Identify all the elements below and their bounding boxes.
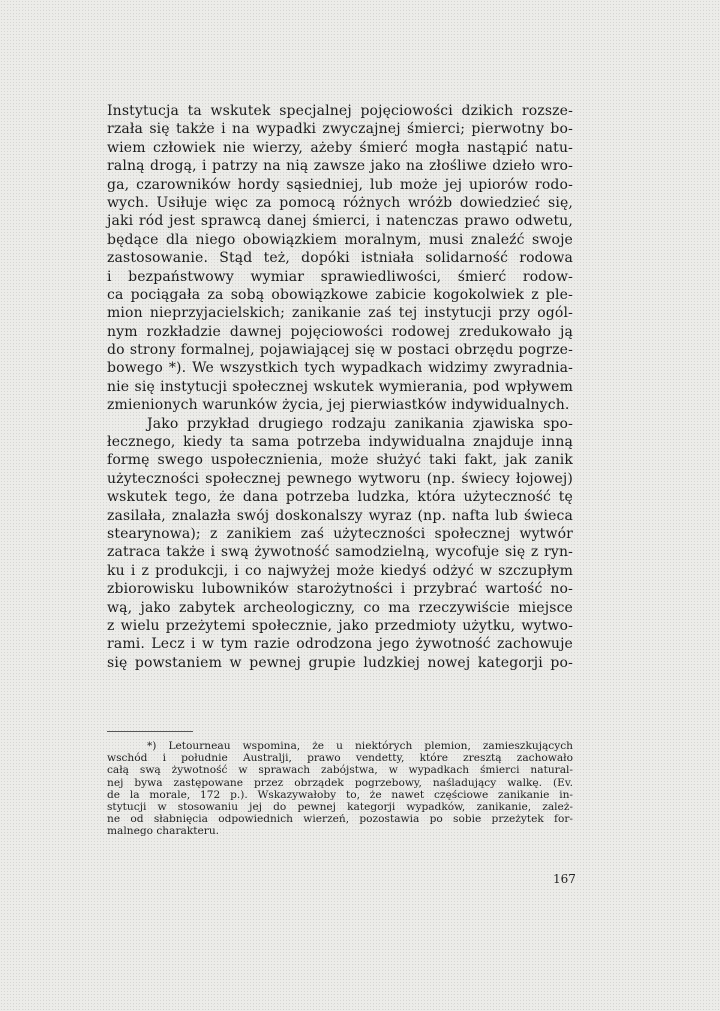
footnote-line: całą swą żywotność w sprawach zabójstwa, w wypadkach śmierci natural- <box>107 764 573 777</box>
text-line: rzała się także i na wypadki zwyczajnej śmierci; pierwotny bo- <box>107 121 573 138</box>
text-line: jaki ród jest sprawcą danej śmierci, i natenczas prawo odwetu, <box>107 213 573 230</box>
text-line: zatraca także i swą żywotność samodzielną, wycofuje się z ryn- <box>107 544 573 561</box>
text-line: użyteczności społecznej pewnego wytworu (np. świecy łojowej) <box>107 470 573 487</box>
text-line: wą, jako zabytek archeologiczny, co ma rzeczywiście miejsce <box>107 599 573 616</box>
footnote-line: de la morale, 172 p.). Wskazywałoby to, że nawet częściowe zanikanie in- <box>107 788 573 801</box>
text-line: ca pociągała za sobą obowiązkowe zabicie kogokolwiek z ple- <box>107 286 573 303</box>
text-line: Jako przykład drugiego rodzaju zanikania zjawiska spo- <box>147 415 573 432</box>
text-line: do strony formalnej, pojawiającej się w postaci obrzędu pogrze- <box>107 342 573 359</box>
footnote-line: stytucji w stosowaniu jej do pewnej kategorji wypadków, zanikanie, zależ- <box>107 800 573 813</box>
text-line: rami. Lecz i w tym razie odrodzona jego żywotność zachowuje <box>107 636 573 653</box>
text-line: bowego *). We wszystkich tych wypadkach widzimy zwyradnia- <box>107 360 573 377</box>
main-text <box>107 102 573 672</box>
text-line: z wielu przeżytemi społecznie, jako przedmioty użytku, wytwo- <box>107 617 573 634</box>
footnote <box>107 740 573 838</box>
text-line: nie się instytucji społecznej wskutek wymierania, pod wpływem <box>107 378 573 395</box>
footnote-line: nej bywa zastępowane przez obrządek pogrzebowy, naśladujący walkę. (Ev. <box>107 776 573 789</box>
text-line: łecznego, kiedy ta sama potrzeba indywidualna znajduje inną <box>107 434 573 451</box>
text-line: ralną drogą, i patrzy na nią zawsze jako na złośliwe dzieło wro- <box>107 158 573 175</box>
text-line: ku i z produkcji, i co najwyżej może kiedyś odżyć w szczupłym <box>107 562 573 579</box>
text-line: ga, czarowników hordy sąsiedniej, lub może jej upiorów rodo- <box>107 176 573 193</box>
text-line: będące dla niego obowiązkiem moralnym, musi znaleźć swoje <box>107 231 573 248</box>
text-line: się powstaniem w pewnej grupie ludzkiej nowej kategorji po- <box>107 654 573 671</box>
text-line: mion nieprzyjacielskich; zanikanie zaś tej instytucji przy ogól- <box>107 305 573 322</box>
footnote-line: ne od słabnięcia odpowiednich wierzeń, pozostawia po sobie przeżytek for- <box>107 813 573 826</box>
text-line: formę swego uspołecznienia, może służyć taki fakt, jak zanik <box>107 452 573 469</box>
footnote-line: malnego charakteru. <box>107 825 220 838</box>
footnote-line: wschód i południe Australji, prawo vendetty, które zresztą zachowało <box>107 752 573 765</box>
text-line: stearynowa); z zanikiem zaś użyteczności społecznej wytwór <box>107 525 573 542</box>
text-line: zbiorowisku lubowników starożytności i przybrać wartość no- <box>107 581 573 598</box>
text-line: nym rozkładzie dawnej pojęciowości rodowej zredukowało ją <box>107 323 573 340</box>
text-line: Instytucja ta wskutek specjalnej pojęciowości dzikich rozsze- <box>107 103 573 119</box>
text-line: zmienionych warunków życia, jej pierwiastków indywidualnych. <box>107 397 570 414</box>
text-line: wych. Usiłuje więc za pomocą różnych wróżb dowiedzieć się, <box>107 194 573 211</box>
text-line: zastosowanie. Stąd też, dopóki istniała solidarność rodowa <box>107 250 573 267</box>
text-line: wskutek tego, że dana potrzeba ludzka, która użyteczność tę <box>107 489 573 506</box>
text-line: zasilała, znalazła swój doskonalszy wyraz (np. nafta lub świeca <box>107 507 573 524</box>
footnote-divider <box>107 731 193 732</box>
page-number: 167 <box>553 872 576 886</box>
text-line: i bezpaństwowy wymiar sprawiedliwości, śmierć rodow- <box>107 268 573 285</box>
footnote-line: *) Letourneau wspomina, że u niektórych plemion, zamieszkujących <box>147 740 573 752</box>
text-line: wiem człowiek nie wierzy, ażeby śmierć mogła nastąpić natu- <box>107 139 573 156</box>
